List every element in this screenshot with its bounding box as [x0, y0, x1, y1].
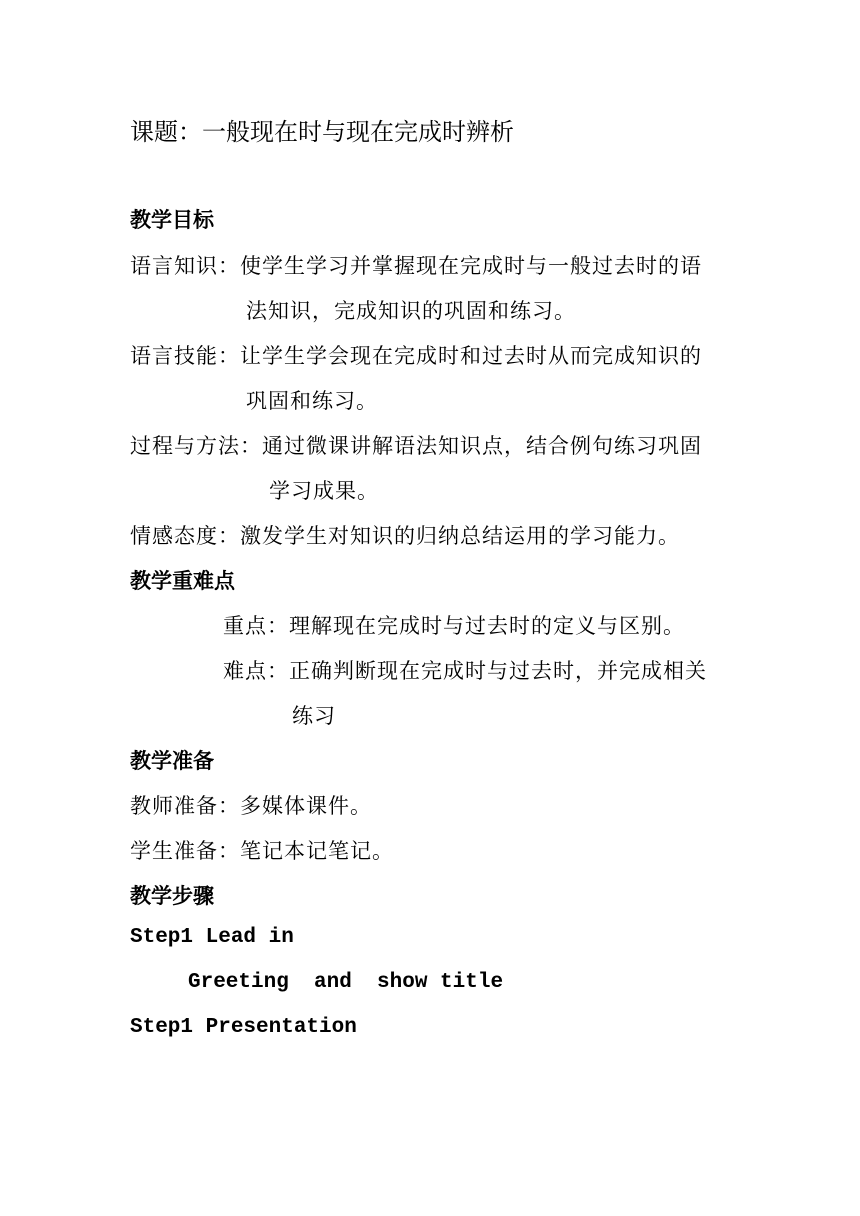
step-lead-in: Step1 Lead in [130, 926, 294, 949]
language-knowledge-line1: 语言知识：使学生学习并掌握现在完成时与一般过去时的语 [130, 254, 702, 278]
difficult-point-line1: 难点：正确判断现在完成时与过去时，并完成相关 [223, 659, 707, 683]
key-point: 重点：理解现在完成时与过去时的定义与区别。 [223, 614, 685, 638]
emotional-attitude: 情感态度：激发学生对知识的归纳总结运用的学习能力。 [130, 524, 680, 548]
teacher-preparation: 教师准备：多媒体课件。 [130, 794, 372, 818]
language-knowledge-line2: 法知识，完成知识的巩固和练习。 [246, 299, 576, 323]
process-method-line2: 学习成果。 [269, 479, 379, 503]
difficult-point-line2: 练习 [292, 704, 336, 728]
student-preparation: 学生准备：笔记本记笔记。 [130, 839, 394, 863]
step-presentation: Step1 Presentation [130, 1016, 357, 1039]
key-points-heading: 教学重难点 [130, 569, 235, 593]
step-lead-in-detail: Greeting and show title [188, 971, 504, 994]
steps-heading: 教学步骤 [130, 884, 214, 908]
language-skills-line1: 语言技能：让学生学会现在完成时和过去时从而完成知识的 [130, 344, 702, 368]
language-skills-line2: 巩固和练习。 [246, 389, 378, 413]
preparation-heading: 教学准备 [130, 749, 214, 773]
objectives-heading: 教学目标 [130, 208, 214, 232]
process-method-line1: 过程与方法：通过微课讲解语法知识点，结合例句练习巩固 [130, 434, 702, 458]
lesson-title: 课题：一般现在时与现在完成时辨析 [130, 118, 514, 146]
